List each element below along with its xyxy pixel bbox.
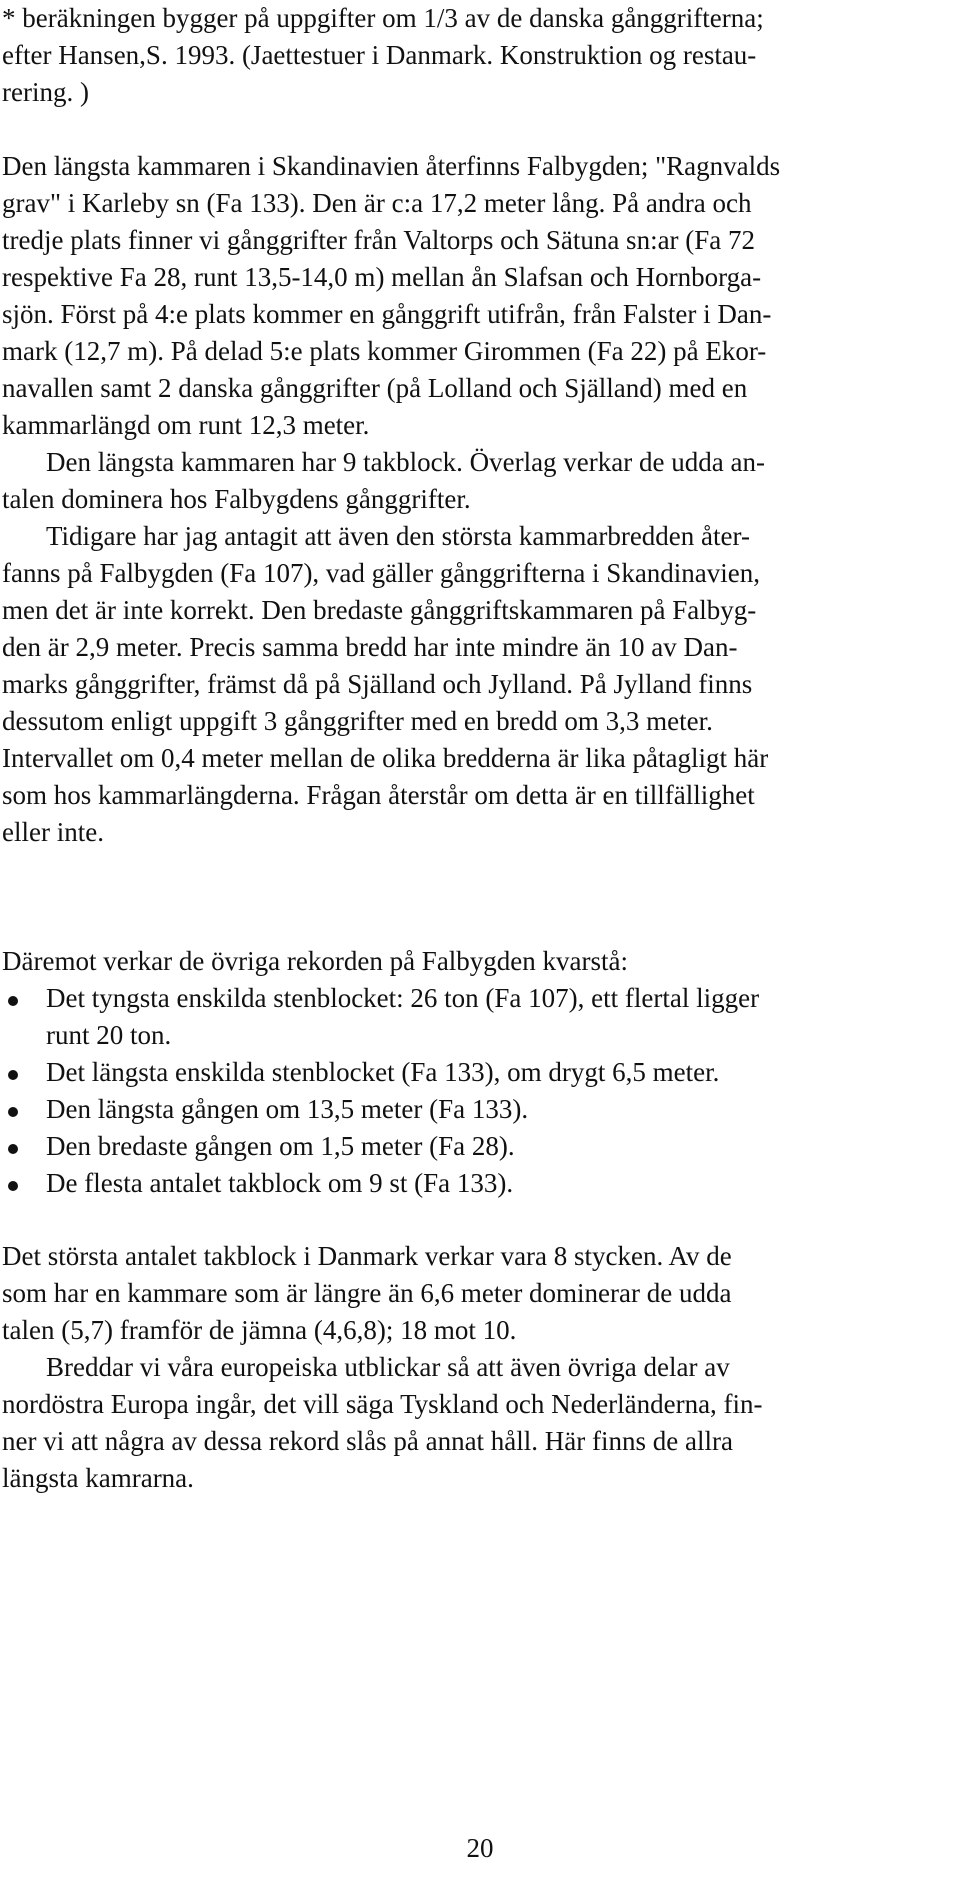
text-line: Den längsta kammaren i Skandinavien återfinns Falbygden; "Ragnvalds: [2, 151, 781, 181]
list-item: [2, 980, 958, 1054]
text-line: rering. ): [2, 77, 89, 107]
paragraph-european-outlook: [2, 1349, 958, 1497]
list-item: [2, 1091, 958, 1128]
list-item: [2, 1128, 958, 1165]
text-line: nordöstra Europa ingår, det vill säga Tyskland och Nederländerna, fin-: [2, 1389, 763, 1419]
text-line: Den längsta gången om 13,5 meter (Fa 133).: [46, 1094, 529, 1124]
bullet-icon: [8, 996, 18, 1006]
list-item: [2, 1165, 958, 1202]
page-number: 20: [466, 1833, 494, 1863]
text-line: som har en kammare som är längre än 6,6 meter dominerar de udda: [2, 1278, 732, 1308]
text-line: dessutom enligt uppgift 3 gånggrifter med en bredd om 3,3 meter.: [2, 706, 713, 736]
text-line: Det största antalet takblock i Danmark verkar vara 8 stycken. Av de: [2, 1241, 732, 1271]
text-line: marks gånggrifter, främst då på Själland och Jylland. På Jylland finns: [2, 669, 753, 699]
document-page: [2, 0, 958, 1880]
paragraph-longest-chamber: [2, 148, 958, 444]
text-line: Breddar vi våra europeiska utblickar så att även övriga delar av: [46, 1352, 730, 1382]
text-line: Den bredaste gången om 1,5 meter (Fa 28).: [46, 1131, 515, 1161]
bullet-icon: [8, 1107, 18, 1117]
paragraph-denmark-roof-blocks: [2, 1238, 958, 1349]
text-line: efter Hansen,S. 1993. (Jaettestuer i Danmark. Konstruktion og restau-: [2, 40, 757, 70]
text-line: sjön. Först på 4:e plats kommer en gånggrift utifrån, från Falster i Dan-: [2, 299, 772, 329]
bullet-icon: [8, 1181, 18, 1191]
text-line: fanns på Falbygden (Fa 107), vad gäller gånggrifterna i Skandinavien,: [2, 558, 761, 588]
text-line: talen dominera hos Falbygdens gånggrifter.: [2, 484, 471, 514]
text-line: ner vi att några av dessa rekord slås på annat håll. Här finns de allra: [2, 1426, 733, 1456]
list-item: [2, 1054, 958, 1091]
text-line: talen (5,7) framför de jämna (4,6,8); 18 mot 10.: [2, 1315, 517, 1345]
text-line: navallen samt 2 danska gånggrifter (på Lolland och Själland) med en: [2, 373, 748, 403]
text-line: respektive Fa 28, runt 13,5-14,0 m) mellan ån Slafsan och Hornborga-: [2, 262, 762, 292]
text-line: De flesta antalet takblock om 9 st (Fa 133).: [46, 1168, 514, 1198]
text-line: tredje plats finner vi gånggrifter från Valtorps och Sätuna sn:ar (Fa 72: [2, 225, 756, 255]
text-line: Den längsta kammaren har 9 takblock. Överlag verkar de udda an-: [46, 447, 765, 477]
text-line: grav" i Karleby sn (Fa 133). Den är c:a 17,2 meter lång. På andra och: [2, 188, 752, 218]
footnote: [2, 0, 958, 111]
text-line: kammarlängd om runt 12,3 meter.: [2, 410, 370, 440]
text-line: Intervallet om 0,4 meter mellan de olika bredderna är lika påtagligt här: [2, 743, 769, 773]
records-list: [2, 980, 958, 1202]
text-line: längsta kamrarna.: [2, 1463, 194, 1493]
text-line: Det tyngsta enskilda stenblocket: 26 ton (Fa 107), ett flertal ligger: [46, 983, 760, 1013]
paragraph-chamber-width: [2, 518, 958, 851]
bullet-icon: [8, 1144, 18, 1154]
text-line: Däremot verkar de övriga rekorden på Falbygden kvarstå:: [2, 946, 629, 976]
bullet-icon: [8, 1070, 18, 1080]
text-line: men det är inte korrekt. Den bredaste gånggriftskammaren på Falbyg-: [2, 595, 757, 625]
text-line: mark (12,7 m). På delad 5:e plats kommer Girommen (Fa 22) på Ekor-: [2, 336, 767, 366]
text-line: Det längsta enskilda stenblocket (Fa 133), om drygt 6,5 meter.: [46, 1057, 720, 1087]
text-line: den är 2,9 meter. Precis samma bredd har inte mindre än 10 av Dan-: [2, 632, 738, 662]
text-line: Tidigare har jag antagit att även den största kammarbredden åter-: [46, 521, 750, 551]
text-line: runt 20 ton.: [46, 1020, 172, 1050]
records-intro: [2, 943, 958, 980]
paragraph-roof-blocks: [2, 444, 958, 518]
text-line: som hos kammarlängderna. Frågan återstår om detta är en tillfällighet: [2, 780, 755, 810]
text-line: eller inte.: [2, 817, 104, 847]
text-line: * beräkningen bygger på uppgifter om 1/3 av de danska gånggrifterna;: [2, 3, 764, 33]
